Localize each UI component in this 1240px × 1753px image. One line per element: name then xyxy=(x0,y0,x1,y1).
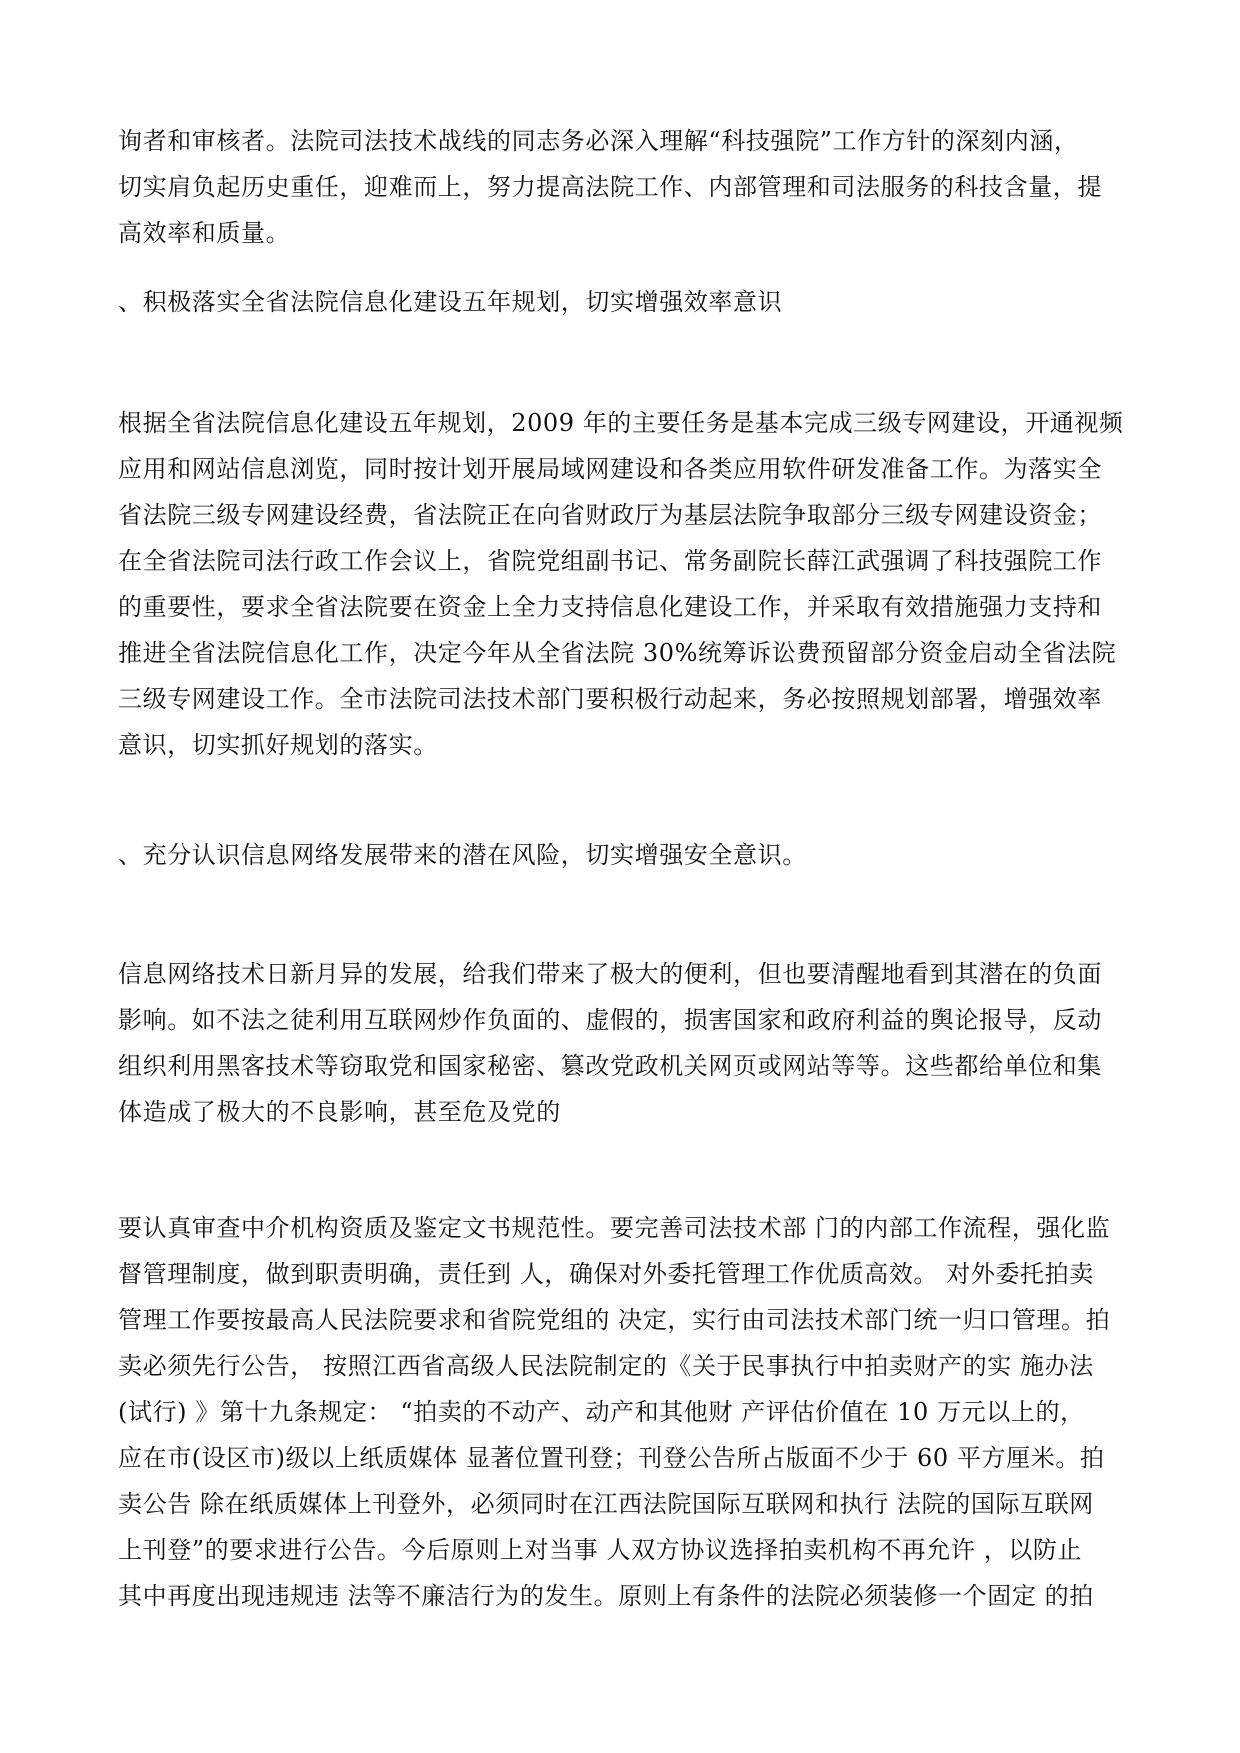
section-heading-efficiency: 、积极落实全省法院信息化建设五年规划，切实增强效率意识 xyxy=(118,288,783,316)
text-line: 高效率和质量。 xyxy=(118,219,291,247)
text-line: 管理工作要按最高人民法院要求和省院党组的 决定，实行由司法技术部门统一归口管理。拍 xyxy=(118,1306,1111,1334)
text-line: (试行) 》第十九条规定： “拍卖的不动产、动产和其他财 产评估价值在 10 万元以上的， xyxy=(118,1398,1085,1426)
text-line: 影响。如不法之徒利用互联网炒作负面的、虚假的，损害国家和政府利益的舆论报导，反动 xyxy=(118,1006,1102,1034)
paragraph-technology-court xyxy=(118,118,1124,256)
text-line: 上刊登”的要求进行公告。今后原则上对当事 人双方协议选择拍卖机构不再允许 ，以防止 xyxy=(118,1536,1083,1564)
text-line: 切实肩负起历史重任，迎难而上，努力提高法院工作、内部管理和司法服务的科技含量，提 xyxy=(118,173,1102,201)
text-line: 卖公告 除在纸质媒体上刊登外，必须同时在江西法院国际互联网和执行 法院的国际互联网 xyxy=(118,1490,1094,1518)
text-line: 应在市(设区市)级以上纸质媒体 显著位置刊登；刊登公告所占版面不少于 60 平方厘米。拍 xyxy=(118,1444,1105,1472)
text-line: 信息网络技术日新月异的发展，给我们带来了极大的便利，但也要清醒地看到其潜在的负面 xyxy=(118,960,1102,988)
text-line: 应用和网站信息浏览，同时按计划开展局域网建设和各类应用软件研发准备工作。为落实全 xyxy=(118,455,1102,483)
section-heading-security: 、充分认识信息网络发展带来的潜在风险，切实增强安全意识。 xyxy=(118,841,807,869)
text-line: 组织利用黑客技术等窃取党和国家秘密、篡改党政机关网页或网站等等。这些都给单位和集 xyxy=(118,1052,1102,1080)
text-line: 卖必须先行公告， 按照江西省高级人民法院制定的《关于民事执行中拍卖财产的实 施办法 xyxy=(118,1352,1094,1380)
text-line: 在全省法院司法行政工作会议上，省院党组副书记、常务副院长薛江武强调了科技强院工作 xyxy=(118,547,1102,575)
text-line: 要认真审查中介机构资质及鉴定文书规范性。要完善司法技术部 门的内部工作流程，强化监 xyxy=(118,1214,1111,1242)
text-line: 其中再度出现违规违 法等不廉洁行为的发生。原则上有条件的法院必须装修一个固定 的拍 xyxy=(118,1582,1094,1610)
paragraph-auction-management xyxy=(118,1205,1124,1619)
paragraph-network-risk xyxy=(118,951,1124,1135)
text-line: 询者和审核者。法院司法技术战线的同志务必深入理解“科技强院”工作方针的深刻内涵， xyxy=(118,127,1079,155)
text-line: 督管理制度，做到职责明确，责任到 人，确保对外委托管理工作优质高效。 对外委托拍卖 xyxy=(118,1260,1094,1288)
text-line: 的重要性，要求全省法院要在资金上全力支持信息化建设工作，并采取有效措施强力支持和 xyxy=(118,593,1102,621)
text-line: 根据全省法院信息化建设五年规划，2009 年的主要任务是基本完成三级专网建设，开通视频 xyxy=(118,409,1124,437)
paragraph-five-year-plan xyxy=(118,400,1124,768)
text-line: 省法院三级专网建设经费，省法院正在向省财政厅为基层法院争取部分三级专网建设资金； xyxy=(118,501,1102,529)
text-line: 三级专网建设工作。全市法院司法技术部门要积极行动起来，务必按照规划部署，增强效率 xyxy=(118,685,1102,713)
text-line: 推进全省法院信息化工作，决定今年从全省法院 30%统筹诉讼费预留部分资金启动全省法院 xyxy=(118,639,1117,667)
text-line: 意识，切实抓好规划的落实。 xyxy=(118,731,438,759)
text-line: 体造成了极大的不良影响，甚至危及党的 xyxy=(118,1098,561,1126)
